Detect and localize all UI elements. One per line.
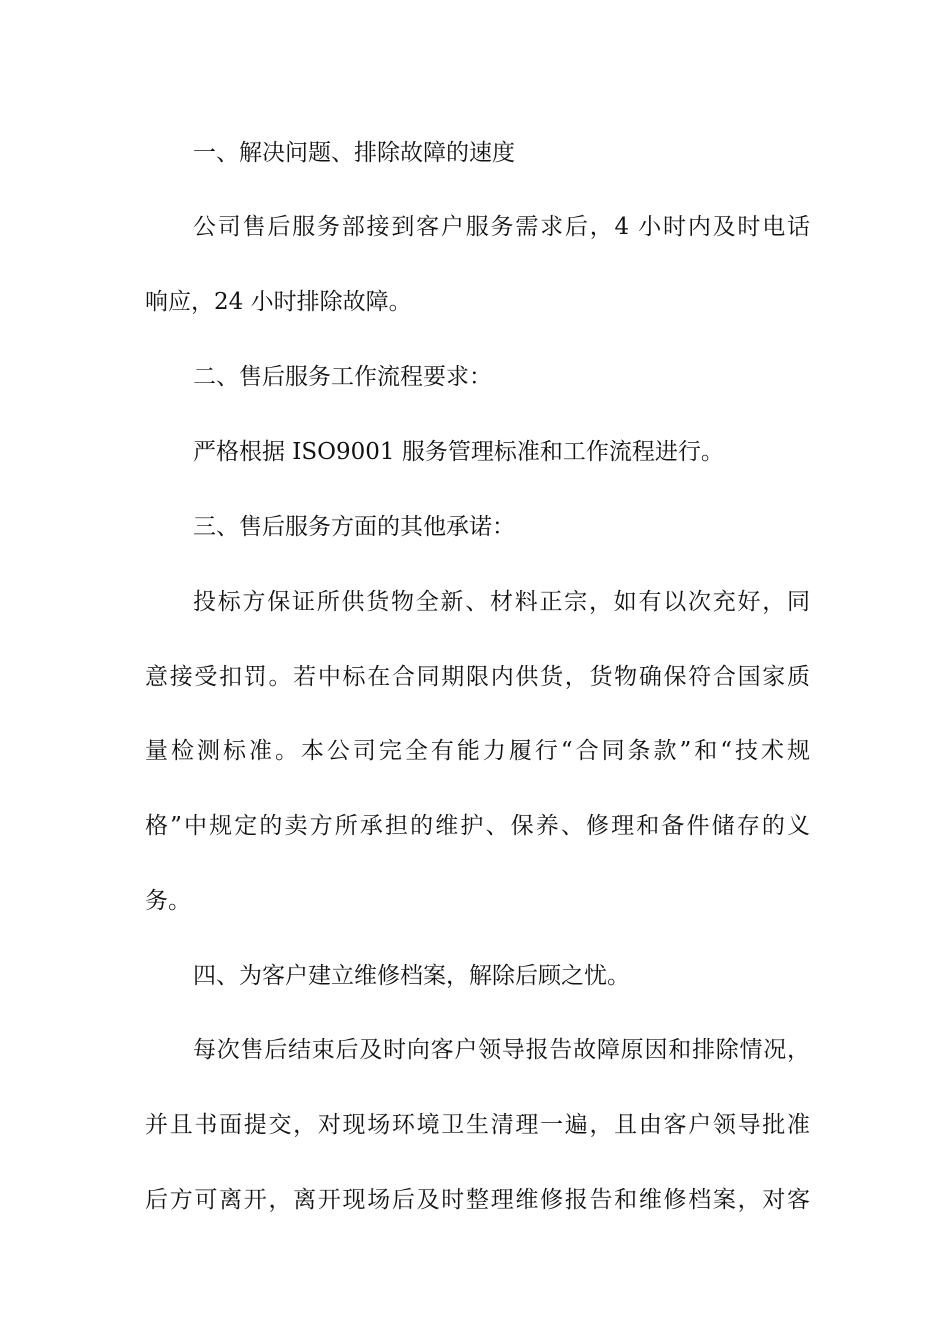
paragraph-3-line-2: 意接受扣罚。若中标在合同期限内供货，货物确保符合国家质 (145, 664, 810, 690)
paragraph-1-line-2: 响应，24 小时排除故障。 (145, 289, 412, 315)
paragraph-1-line-1: 公司售后服务部接到客户服务需求后，4 小时内及时电话 (193, 214, 810, 240)
section-heading-1: 一、解决问题、排除故障的速度 (193, 140, 515, 166)
paragraph-4-line-1: 每次售后结束后及时向客户领导报告故障原因和排除情况， (193, 1037, 810, 1063)
paragraph-3-line-5: 务。 (145, 888, 191, 914)
section-heading-2: 二、售后服务工作流程要求： (193, 364, 492, 390)
paragraph-3-line-3: 量检测标准。本公司完全有能力履行“合同条款”和“技术规 (145, 738, 810, 764)
section-heading-3: 三、售后服务方面的其他承诺： (193, 514, 515, 540)
paragraph-4-line-3: 后方可离开，离开现场后及时整理维修报告和维修档案，对客 (145, 1187, 810, 1213)
paragraph-3-line-4: 格”中规定的卖方所承担的维护、保养、修理和备件储存的义 (145, 813, 810, 839)
paragraph-4-line-2: 并且书面提交，对现场环境卫生清理一遍，且由客户领导批准 (145, 1112, 810, 1138)
paragraph-2-line-1: 严格根据 ISO9001 服务管理标准和工作流程进行。 (193, 439, 724, 465)
paragraph-3-line-1: 投标方保证所供货物全新、材料正宗，如有以次充好，同 (193, 589, 810, 615)
section-heading-4: 四、为客户建立维修档案，解除后顾之忧。 (193, 963, 630, 989)
